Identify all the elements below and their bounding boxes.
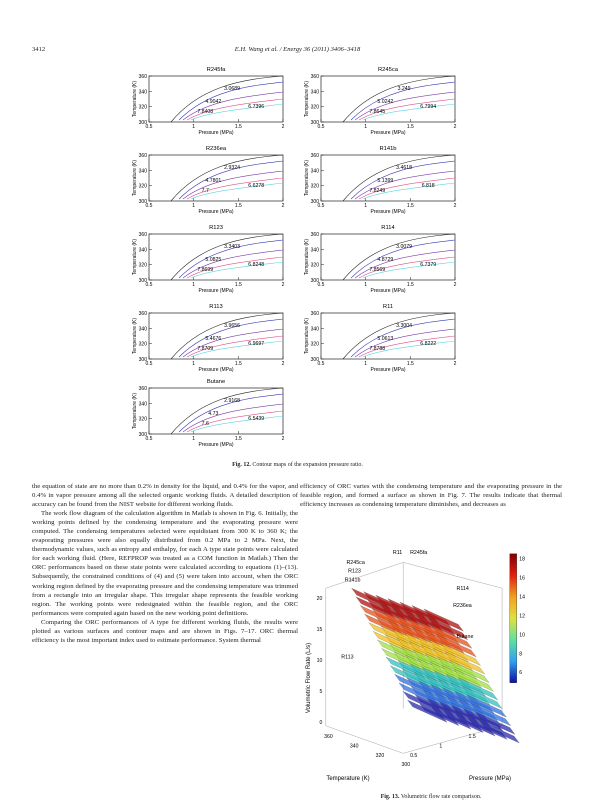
contour-label: 6.7379: [420, 262, 437, 268]
fluid-label: R245fa: [410, 549, 428, 556]
x-tick-label: 1: [192, 361, 196, 367]
contour-label: 7.8569: [369, 267, 386, 273]
fluid-label: R236ea: [453, 603, 472, 610]
z-tick-label: 0: [319, 720, 323, 727]
figure-13-zlabel: Volumetric Flow Rate (L/s): [306, 642, 312, 714]
colorbar-tick-label: 14: [519, 594, 526, 601]
x-tick-label: 0.5: [145, 124, 153, 130]
contour-panel: [304, 304, 457, 373]
fluid-label: R11: [392, 549, 403, 556]
contour-label: 5.0242: [377, 99, 394, 105]
x-tick-label: 1.5: [234, 436, 242, 442]
x-tick-label: 1: [192, 124, 196, 130]
x-tick-label: 1: [192, 282, 196, 288]
contour-label: 6.5439: [248, 416, 265, 422]
panel-title: R141b: [379, 146, 397, 152]
contour-label: 7.8699: [197, 267, 214, 273]
contour-label: 5.1399: [377, 178, 394, 184]
y-axis-label: Temperature (K): [304, 238, 310, 276]
x-tick-label: 1.5: [234, 203, 242, 209]
contour-label: 4.9042: [205, 99, 222, 105]
figure-12-caption-text: Contour maps of the expansion pressure ratio.: [252, 462, 363, 468]
x-tick-label: 2: [281, 282, 285, 288]
contour-label: 7.7: [201, 188, 209, 194]
x-tick-label: 2: [453, 203, 457, 209]
contour-label: 6.8222: [420, 341, 437, 347]
colorbar: [510, 554, 517, 683]
figure-12-caption-label: Fig. 12.: [232, 462, 251, 468]
temperature-tick-label: 300: [401, 762, 411, 769]
x-axis-label: Pressure (MPa): [370, 209, 406, 215]
y-axis-label: Temperature (K): [304, 317, 310, 355]
running-title: E.H. Wang et al. / Energy 36 (2011) 3406–3418: [234, 46, 361, 53]
x-tick-label: 1.5: [406, 282, 414, 288]
pressure-tick-label: 1.5: [468, 733, 476, 740]
panel-title: R236ea: [205, 146, 227, 152]
x-tick-label: 0.5: [145, 203, 153, 209]
x-axis-label: Pressure (MPa): [198, 209, 234, 215]
contour-label: 3.0689: [224, 86, 241, 92]
x-tick-label: 2: [453, 361, 457, 367]
panel-title: R245ca: [378, 67, 398, 73]
x-axis-label: Pressure (MPa): [370, 288, 406, 294]
y-tick-label: 320: [310, 341, 319, 348]
y-tick-label: 300: [138, 199, 147, 205]
contour-label: 6.818: [421, 183, 435, 189]
right-text-column: [300, 482, 562, 509]
contour-label: 6.8248: [248, 262, 265, 268]
x-tick-label: 2: [281, 361, 285, 367]
contour-label: 2.9168: [224, 398, 241, 404]
contour-label: 3.9656: [224, 323, 241, 329]
x-tick-label: 0.5: [317, 282, 325, 288]
y-tick-label: 340: [310, 168, 319, 175]
y-tick-label: 360: [310, 311, 319, 317]
x-tick-label: 0.5: [145, 436, 153, 442]
y-axis-label: Temperature (K): [132, 392, 138, 430]
figure-13-caption-text: Volumetric flow rate comparison.: [400, 794, 482, 800]
x-tick-label: 0.5: [145, 282, 153, 288]
y-tick-label: 360: [138, 386, 147, 392]
contour-label: 3.4618: [396, 165, 413, 171]
fluid-label: R141b: [344, 577, 361, 584]
colorbar-tick-label: 16: [519, 575, 526, 582]
paragraph: efficiency of ORC varies with the condensing temperature and the evaporating pressure in the feasible region, and formed a surface as shown in Fig. 7. The results indicate that thermal efficiency increases as condensing temperature diminishes, and decreases as: [300, 483, 562, 509]
contour-label: 5.0825: [205, 257, 222, 263]
y-tick-label: 340: [138, 401, 147, 408]
z-tick-label: 15: [316, 627, 323, 634]
y-tick-label: 300: [310, 357, 319, 363]
x-tick-label: 1.5: [234, 361, 242, 367]
contour-label: 3.3004: [396, 323, 413, 329]
figure-12-caption: [0, 462, 595, 468]
x-tick-label: 0.5: [317, 124, 325, 130]
y-tick-label: 320: [310, 183, 319, 190]
x-tick-label: 1: [364, 282, 368, 288]
x-tick-label: 0.5: [317, 361, 325, 367]
y-tick-label: 300: [138, 432, 147, 438]
y-axis-label: Temperature (K): [132, 238, 138, 276]
y-tick-label: 340: [138, 89, 147, 96]
y-tick-label: 300: [138, 120, 147, 126]
contour-label: 7.8645: [369, 109, 386, 115]
paragraph: The work flow diagram of the calculation algorithm in Matlab is shown in Fig. 6. Initially, the working points defined by the condensing temperature and the evaporating pressure were computed. The condensing temperatures selected were equidistant from 300 K to 360 K; the evaporating pressures were also equally distributed from 0.2 MPa to 2 MPa. Next, the thermodynamic values, such as entropy and enthalpy, for each A type state points were calculated for each working fluid. (Here, REFPROP was treated as a COM function in Matlab.) Then the ORC performances based on these state points were calculated according to equations (1)–(13). Subsequently, the constrained conditions of (4) and (5) were taken into account, when the ORC working region defined by the evaporating pressure and the condensing temperature was trimmed from a rectangle into an irregular shape. This irregular shape represents the feasible working region. The working points were redesignated within the feasible region, and the ORC performances were computed again based on the new working point definitions.: [32, 510, 298, 617]
y-tick-label: 340: [138, 326, 147, 333]
contour-label: 3.249: [397, 86, 411, 92]
x-tick-label: 1: [192, 203, 196, 209]
contour-panel: [304, 67, 457, 136]
temperature-tick-label: 340: [349, 743, 359, 750]
contour-label: 7.8788: [369, 346, 386, 352]
y-tick-label: 320: [310, 262, 319, 269]
panel-title: R245fa: [206, 67, 226, 73]
z-tick-label: 20: [316, 596, 323, 603]
y-axis-label: Temperature (K): [304, 80, 310, 118]
contour-label: 4.8729: [377, 257, 394, 263]
fluid-label: Butane: [456, 634, 474, 641]
contour-panel: [132, 225, 285, 294]
pressure-tick-label: 1: [439, 743, 443, 750]
figure-13-volumetric-flow-surface: [300, 528, 562, 788]
z-tick-label: 10: [316, 658, 323, 665]
y-axis-label: Temperature (K): [132, 159, 138, 197]
contour-label: 7.8249: [369, 188, 386, 194]
x-axis-label: Pressure (MPa): [370, 130, 406, 136]
x-axis-label: Pressure (MPa): [198, 367, 234, 373]
contour-label: 7.8709: [197, 346, 214, 352]
axis-frame-line: [326, 562, 403, 588]
y-tick-label: 360: [310, 74, 319, 80]
x-tick-label: 1: [364, 361, 368, 367]
y-tick-label: 320: [138, 416, 147, 423]
y-axis-label: Temperature (K): [132, 80, 138, 118]
contour-label: 6.6278: [248, 183, 265, 189]
y-tick-label: 320: [138, 104, 147, 111]
contour-label: 4.73: [208, 411, 219, 417]
y-tick-label: 360: [138, 74, 147, 80]
contour-panel: [304, 225, 457, 294]
contour-label: 6.7994: [420, 104, 437, 110]
left-text-column: [32, 482, 298, 645]
x-tick-label: 1: [364, 124, 368, 130]
y-tick-label: 360: [138, 232, 147, 238]
paragraph: Comparing the ORC performances of A type for different working fluids, the results were plotted as various surfaces and contour maps and are shown in Figs. 7–17. ORC thermal efficiency is the most important index used to estimate performance. System thermal: [32, 618, 298, 644]
y-tick-label: 360: [138, 311, 147, 317]
x-tick-label: 1.5: [234, 282, 242, 288]
x-tick-label: 1: [364, 203, 368, 209]
x-tick-label: 2: [281, 124, 285, 130]
contour-label: 2.9324: [224, 165, 241, 171]
pressure-tick-label: 0.5: [410, 752, 418, 759]
y-axis-label: Temperature (K): [304, 159, 310, 197]
figure-13-caption: [300, 794, 562, 800]
contour-label: 6.9697: [248, 341, 265, 347]
paragraph: the equation of state are no more than 0.2% in density for the liquid, and 0.4% for the vapor, and 0.4% in vapor pressure among all the selected organic working fluids. A detailed description of accuracy can be found from the NIST website for different working fluids.: [32, 483, 298, 509]
fluid-label: R245ca: [346, 560, 365, 567]
x-axis-label: Pressure (MPa): [198, 130, 234, 136]
x-tick-label: 1.5: [406, 124, 414, 130]
contour-panel: [132, 67, 285, 136]
colorbar-tick-label: 8: [519, 651, 523, 658]
x-tick-label: 2: [453, 124, 457, 130]
panel-title: R114: [381, 225, 395, 231]
colorbar-tick-label: 10: [519, 632, 526, 639]
y-tick-label: 340: [310, 89, 319, 96]
colorbar-tick-label: 18: [519, 556, 526, 563]
contour-label: 4.7801: [205, 178, 222, 184]
y-tick-label: 340: [310, 326, 319, 333]
x-tick-label: 2: [281, 203, 285, 209]
contour-panel: [304, 146, 457, 215]
page-number: 3412: [32, 46, 46, 53]
fluid-label: R114: [456, 585, 469, 592]
figure-13-caption-label: Fig. 13.: [380, 794, 400, 800]
contour-panel: [132, 146, 285, 215]
x-axis-label: Pressure (MPa): [198, 442, 234, 448]
x-tick-label: 1.5: [406, 203, 414, 209]
contour-label: 5.0613: [377, 336, 394, 342]
y-tick-label: 300: [310, 278, 319, 284]
x-tick-label: 2: [453, 282, 457, 288]
y-tick-label: 360: [138, 153, 147, 159]
y-tick-label: 300: [138, 278, 147, 284]
contour-label: 6.7396: [248, 104, 265, 110]
panel-title: R11: [382, 304, 394, 310]
y-tick-label: 340: [138, 168, 147, 175]
panel-title: R113: [209, 304, 223, 310]
contour-panel: [132, 304, 285, 373]
y-tick-label: 360: [310, 153, 319, 159]
figure-13-xlabel: Pressure (MPa): [468, 776, 512, 782]
contour-label: 7.8408: [197, 109, 214, 115]
temperature-tick-label: 320: [375, 752, 385, 759]
y-tick-label: 320: [310, 104, 319, 111]
x-axis-label: Pressure (MPa): [198, 288, 234, 294]
x-axis-label: Pressure (MPa): [370, 367, 406, 373]
y-tick-label: 300: [310, 199, 319, 205]
y-tick-label: 360: [310, 232, 319, 238]
temperature-tick-label: 360: [324, 733, 333, 740]
x-tick-label: 0.5: [145, 361, 153, 367]
fluid-label: R123: [348, 568, 361, 575]
contour-label: 3.0079: [396, 244, 413, 250]
y-tick-label: 340: [310, 247, 319, 254]
z-tick-label: 5: [319, 689, 323, 696]
x-tick-label: 1.5: [406, 361, 414, 367]
colorbar-tick-label: 12: [519, 613, 526, 620]
x-tick-label: 2: [281, 436, 285, 442]
colorbar-tick-label: 6: [519, 670, 523, 677]
figure-13-ylabel: Temperature (K): [326, 776, 370, 782]
y-tick-label: 320: [138, 183, 147, 190]
contour-label: 7.6: [201, 421, 209, 427]
panel-title: R123: [209, 225, 223, 231]
y-tick-label: 340: [138, 247, 147, 254]
y-tick-label: 300: [310, 120, 319, 126]
contour-label: 3.3403: [224, 244, 241, 250]
y-tick-label: 320: [138, 341, 147, 348]
x-tick-label: 1: [192, 436, 196, 442]
contour-label: 5.4676: [205, 336, 222, 342]
y-tick-label: 320: [138, 262, 147, 269]
figure-13-plot: [317, 550, 526, 768]
contour-panel: [132, 379, 285, 448]
axis-frame-line: [326, 726, 403, 754]
fluid-label: R113: [341, 654, 354, 661]
axis-frame-line: [403, 562, 502, 588]
x-tick-label: 0.5: [317, 203, 325, 209]
y-tick-label: 300: [138, 357, 147, 363]
panel-title: Butane: [206, 379, 226, 385]
x-tick-label: 1.5: [234, 124, 242, 130]
y-axis-label: Temperature (K): [132, 317, 138, 355]
